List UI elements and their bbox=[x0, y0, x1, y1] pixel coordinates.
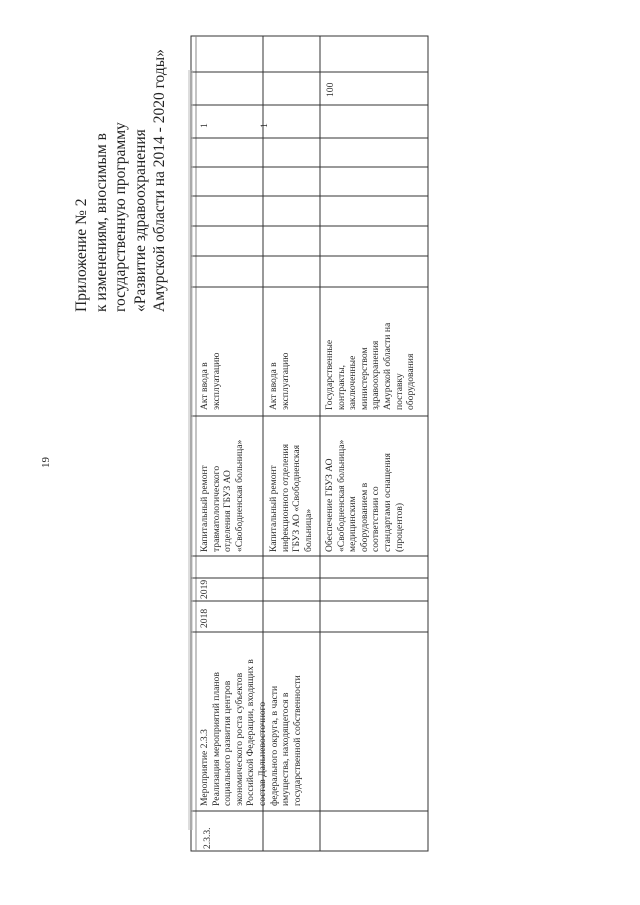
result-line: Капитальный ремонт bbox=[268, 465, 279, 552]
value-cell: 1 bbox=[199, 123, 210, 128]
result-line: инфекционного отделения bbox=[279, 443, 291, 552]
document-line: здравоохранения bbox=[370, 340, 382, 410]
result-1-document bbox=[199, 353, 222, 410]
result-3-description bbox=[324, 440, 405, 552]
page-number: 19 bbox=[40, 457, 52, 468]
result-2-description bbox=[268, 444, 314, 552]
result-line: Капитальный ремонт bbox=[199, 465, 210, 552]
result-line: травматологического bbox=[210, 465, 222, 552]
year-start: 2018 bbox=[199, 608, 210, 628]
result-3-document bbox=[324, 323, 417, 410]
appendix-line: государственную программу bbox=[112, 122, 129, 312]
result-line: стандартами оснащения bbox=[381, 453, 393, 552]
document-line: Акт ввода в bbox=[199, 362, 210, 410]
document-line: эксплуатацию bbox=[279, 352, 291, 410]
document-line: контракты, bbox=[335, 364, 347, 410]
result-line: «Свободненская больница» bbox=[233, 439, 245, 552]
document-line: эксплуатацию bbox=[210, 352, 222, 410]
result-2-document bbox=[268, 353, 291, 410]
result-line: (процентов) bbox=[393, 502, 405, 552]
event-line: Мероприятие 2.3.3 bbox=[199, 729, 210, 806]
result-line: больница» bbox=[302, 508, 314, 552]
result-line: соответствии со bbox=[370, 486, 382, 552]
document-line: министерством bbox=[358, 347, 370, 410]
result-line: медицинским bbox=[347, 496, 359, 552]
appendix-line: «Развитие здравоохранения bbox=[131, 129, 149, 312]
event-line: федерального округа, в части bbox=[268, 685, 280, 806]
document-line: заключенные bbox=[347, 355, 359, 410]
event-line: состав Дальневосточного bbox=[256, 701, 268, 806]
row-number: 2.3.3. bbox=[202, 827, 213, 849]
event-line: государственной собственности bbox=[291, 675, 303, 806]
result-line: «Свободненская больница» bbox=[335, 439, 347, 552]
event-line: экономического роста субъектов bbox=[233, 672, 245, 806]
event-line: социального развития центров bbox=[222, 680, 234, 806]
result-line: ГБУЗ АО «Свободненская bbox=[291, 444, 303, 552]
document-line: поставку bbox=[393, 373, 405, 410]
appendix-line: к изменениям, вносимым в bbox=[92, 133, 110, 312]
event-line: имущества, находящегося в bbox=[280, 692, 292, 806]
appendix-line: Приложение № 2 bbox=[73, 198, 90, 312]
result-1-description bbox=[199, 440, 245, 552]
event-line: Российской Федерации, входящих в bbox=[245, 659, 257, 806]
year-end: 2019 bbox=[199, 579, 210, 599]
event-line: Реализация мероприятий планов bbox=[210, 672, 222, 806]
value-cell: 100 bbox=[325, 82, 336, 97]
document-line: Амурской области на bbox=[381, 322, 393, 410]
result-line: отделения ГБУЗ АО bbox=[222, 470, 234, 552]
event-description bbox=[199, 659, 303, 806]
document-line: оборудования bbox=[405, 353, 417, 410]
scan-shadow bbox=[188, 70, 193, 830]
appendix-line: Амурской области на 2014 - 2020 годы» bbox=[151, 49, 168, 312]
value-cell: 1 bbox=[259, 123, 270, 128]
document-line: Акт ввода в bbox=[268, 362, 279, 410]
result-line: оборудованием в bbox=[358, 482, 370, 552]
result-line: Обеспечение ГБУЗ АО bbox=[324, 458, 335, 552]
document-line: Государственные bbox=[324, 339, 335, 410]
